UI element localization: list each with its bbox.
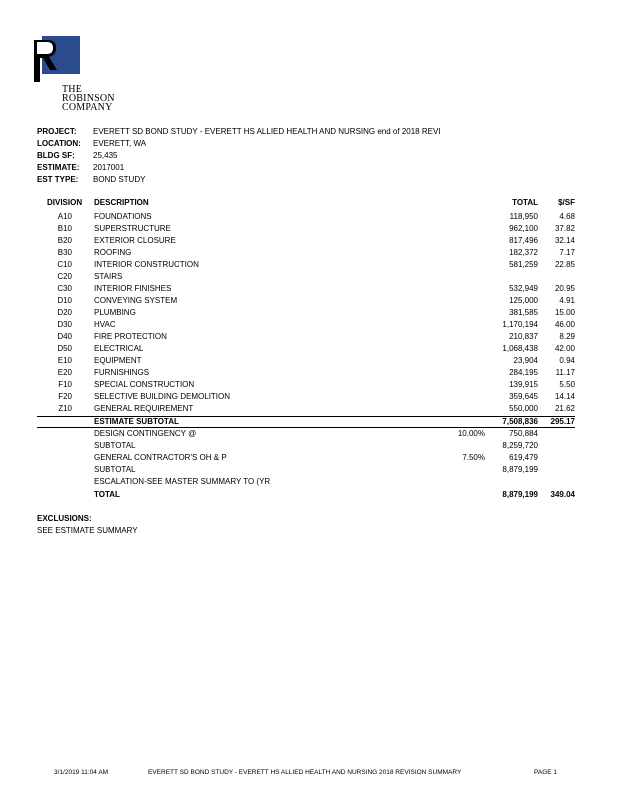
- estimate-value: 2017001: [93, 163, 125, 172]
- row-total: 1,068,438: [502, 344, 538, 353]
- row-description: GENERAL REQUIREMENT: [94, 404, 194, 413]
- row-total: 284,195: [509, 368, 538, 377]
- subtotal-bottom-rule: [37, 427, 575, 428]
- row-description: FURNISHINGS: [94, 368, 150, 377]
- row-per-sf: 0.94: [559, 356, 575, 365]
- row-division: A10: [57, 212, 72, 221]
- bldg-sf-row: [37, 151, 117, 161]
- markup-pct: 7.50%: [462, 453, 485, 462]
- markup-total: 8,879,199: [502, 465, 538, 474]
- est-type-value: BOND STUDY: [93, 175, 146, 184]
- company-name: [62, 85, 115, 112]
- row-total: 962,100: [509, 224, 538, 233]
- project-value: EVERETT SD BOND STUDY - EVERETT HS ALLIED HEALTH AND NURSING end of 2018 REVI: [93, 127, 441, 136]
- markup-pct: 10.00%: [457, 429, 485, 438]
- total-header: TOTAL: [512, 198, 538, 207]
- row-description: PLUMBING: [94, 308, 136, 317]
- row-division: C20: [57, 272, 72, 281]
- row-per-sf: 37.82: [554, 224, 575, 233]
- row-description: EXTERIOR CLOSURE: [94, 236, 176, 245]
- company-name-line: COMPANY: [62, 102, 113, 113]
- row-per-sf: 42.00: [554, 344, 575, 353]
- row-total: 581,259: [509, 260, 538, 269]
- row-division: F20: [58, 392, 72, 401]
- grand-total-per-sf: 349.04: [550, 490, 575, 499]
- row-total: 23,904: [513, 356, 538, 365]
- description-header: DESCRIPTION: [94, 198, 149, 207]
- row-description: INTERIOR FINISHES: [94, 284, 172, 293]
- company-name-line: ROBINSON: [62, 93, 115, 104]
- row-per-sf: 22.85: [554, 260, 575, 269]
- row-per-sf: 5.50: [559, 380, 575, 389]
- footer-date: 3/1/2019 11:04 AM: [54, 769, 109, 776]
- row-per-sf: 20.95: [554, 284, 575, 293]
- row-division: D30: [57, 320, 72, 329]
- grand-total-label: TOTAL: [94, 490, 120, 499]
- row-description: FOUNDATIONS: [94, 212, 152, 221]
- row-per-sf: 4.68: [559, 212, 575, 221]
- est-type-row: [37, 175, 145, 185]
- row-total: 125,000: [509, 296, 538, 305]
- robinson-logo: [34, 36, 80, 82]
- markup-label: GENERAL CONTRACTOR'S OH & P: [94, 453, 227, 462]
- row-per-sf: 8.29: [559, 332, 575, 341]
- row-division: D40: [57, 332, 72, 341]
- grand-total-value: 8,879,199: [502, 490, 538, 499]
- row-description: EQUIPMENT: [94, 356, 142, 365]
- exclusions-title: EXCLUSIONS:: [37, 514, 92, 523]
- estimate-row: [37, 163, 124, 173]
- row-division: Z10: [58, 404, 72, 413]
- row-division: C10: [57, 260, 72, 269]
- row-total: 139,915: [509, 380, 538, 389]
- row-total: 182,372: [509, 248, 538, 257]
- row-total: 532,949: [509, 284, 538, 293]
- row-per-sf: 11.17: [555, 368, 575, 377]
- row-per-sf: 46.00: [554, 320, 575, 329]
- row-total: 359,645: [509, 392, 538, 401]
- row-description: SELECTIVE BUILDING DEMOLITION: [94, 392, 231, 401]
- location-label: LOCATION:: [37, 139, 81, 148]
- row-division: B10: [57, 224, 72, 233]
- footer-title: EVERETT SD BOND STUDY - EVERETT HS ALLIED HEALTH AND NURSING 2018 REVISION SUMMARY: [148, 769, 462, 776]
- row-description: HVAC: [94, 320, 116, 329]
- est-type-label: EST TYPE:: [37, 175, 79, 184]
- markup-total: 750,884: [509, 429, 538, 438]
- estimate-subtotal-label: ESTIMATE SUBTOTAL: [94, 417, 179, 426]
- bldg-sf-label: BLDG SF:: [37, 151, 75, 160]
- company-name-line: THE: [62, 84, 83, 95]
- row-total: 118,950: [509, 212, 538, 221]
- estimate-subtotal-per-sf: 295.17: [550, 417, 575, 426]
- row-per-sf: 15.00: [554, 308, 575, 317]
- row-per-sf: 4.91: [559, 296, 575, 305]
- row-total: 817,496: [509, 236, 538, 245]
- row-division: B30: [57, 248, 72, 257]
- row-total: 550,000: [509, 404, 538, 413]
- row-total: 1,170,194: [502, 320, 538, 329]
- project-row: [37, 127, 441, 137]
- row-total: 381,585: [509, 308, 538, 317]
- row-description: FIRE PROTECTION: [94, 332, 167, 341]
- markup-label: ESCALATION-SEE MASTER SUMMARY TO (YR: [94, 477, 271, 486]
- row-description: STAIRS: [94, 272, 123, 281]
- markup-total: 619,479: [509, 453, 538, 462]
- row-per-sf: 21.62: [554, 404, 575, 413]
- row-description: ELECTRICAL: [94, 344, 144, 353]
- bldg-sf-value: 25,435: [93, 151, 118, 160]
- row-division: E10: [57, 356, 72, 365]
- row-per-sf: 14.14: [554, 392, 575, 401]
- row-division: B20: [57, 236, 72, 245]
- row-division: C30: [57, 284, 72, 293]
- markup-label: SUBTOTAL: [94, 441, 136, 450]
- project-label: PROJECT:: [37, 127, 77, 136]
- row-division: D10: [57, 296, 72, 305]
- row-description: ROOFING: [94, 248, 132, 257]
- row-division: E20: [57, 368, 72, 377]
- location-row: [37, 139, 146, 149]
- footer-page: PAGE 1: [534, 769, 558, 776]
- row-division: D20: [57, 308, 72, 317]
- exclusions-text: SEE ESTIMATE SUMMARY: [37, 526, 138, 535]
- division-header: DIVISION: [47, 198, 83, 207]
- row-description: INTERIOR CONSTRUCTION: [94, 260, 199, 269]
- markup-total: 8,259,720: [502, 441, 538, 450]
- row-description: SUPERSTRUCTURE: [94, 224, 171, 233]
- estimate-label: ESTIMATE:: [37, 163, 80, 172]
- markup-label: SUBTOTAL: [94, 465, 136, 474]
- row-division: D50: [57, 344, 72, 353]
- per-sf-header: $/SF: [558, 198, 575, 207]
- row-per-sf: 32.14: [554, 236, 575, 245]
- row-description: CONVEYING SYSTEM: [94, 296, 178, 305]
- row-per-sf: 7.17: [559, 248, 575, 257]
- estimate-subtotal-total: 7,508,836: [502, 417, 538, 426]
- location-value: EVERETT, WA: [93, 139, 147, 148]
- row-description: SPECIAL CONSTRUCTION: [94, 380, 195, 389]
- row-total: 210,837: [509, 332, 538, 341]
- row-division: F10: [58, 380, 72, 389]
- markup-label: DESIGN CONTINGENCY @: [94, 429, 197, 438]
